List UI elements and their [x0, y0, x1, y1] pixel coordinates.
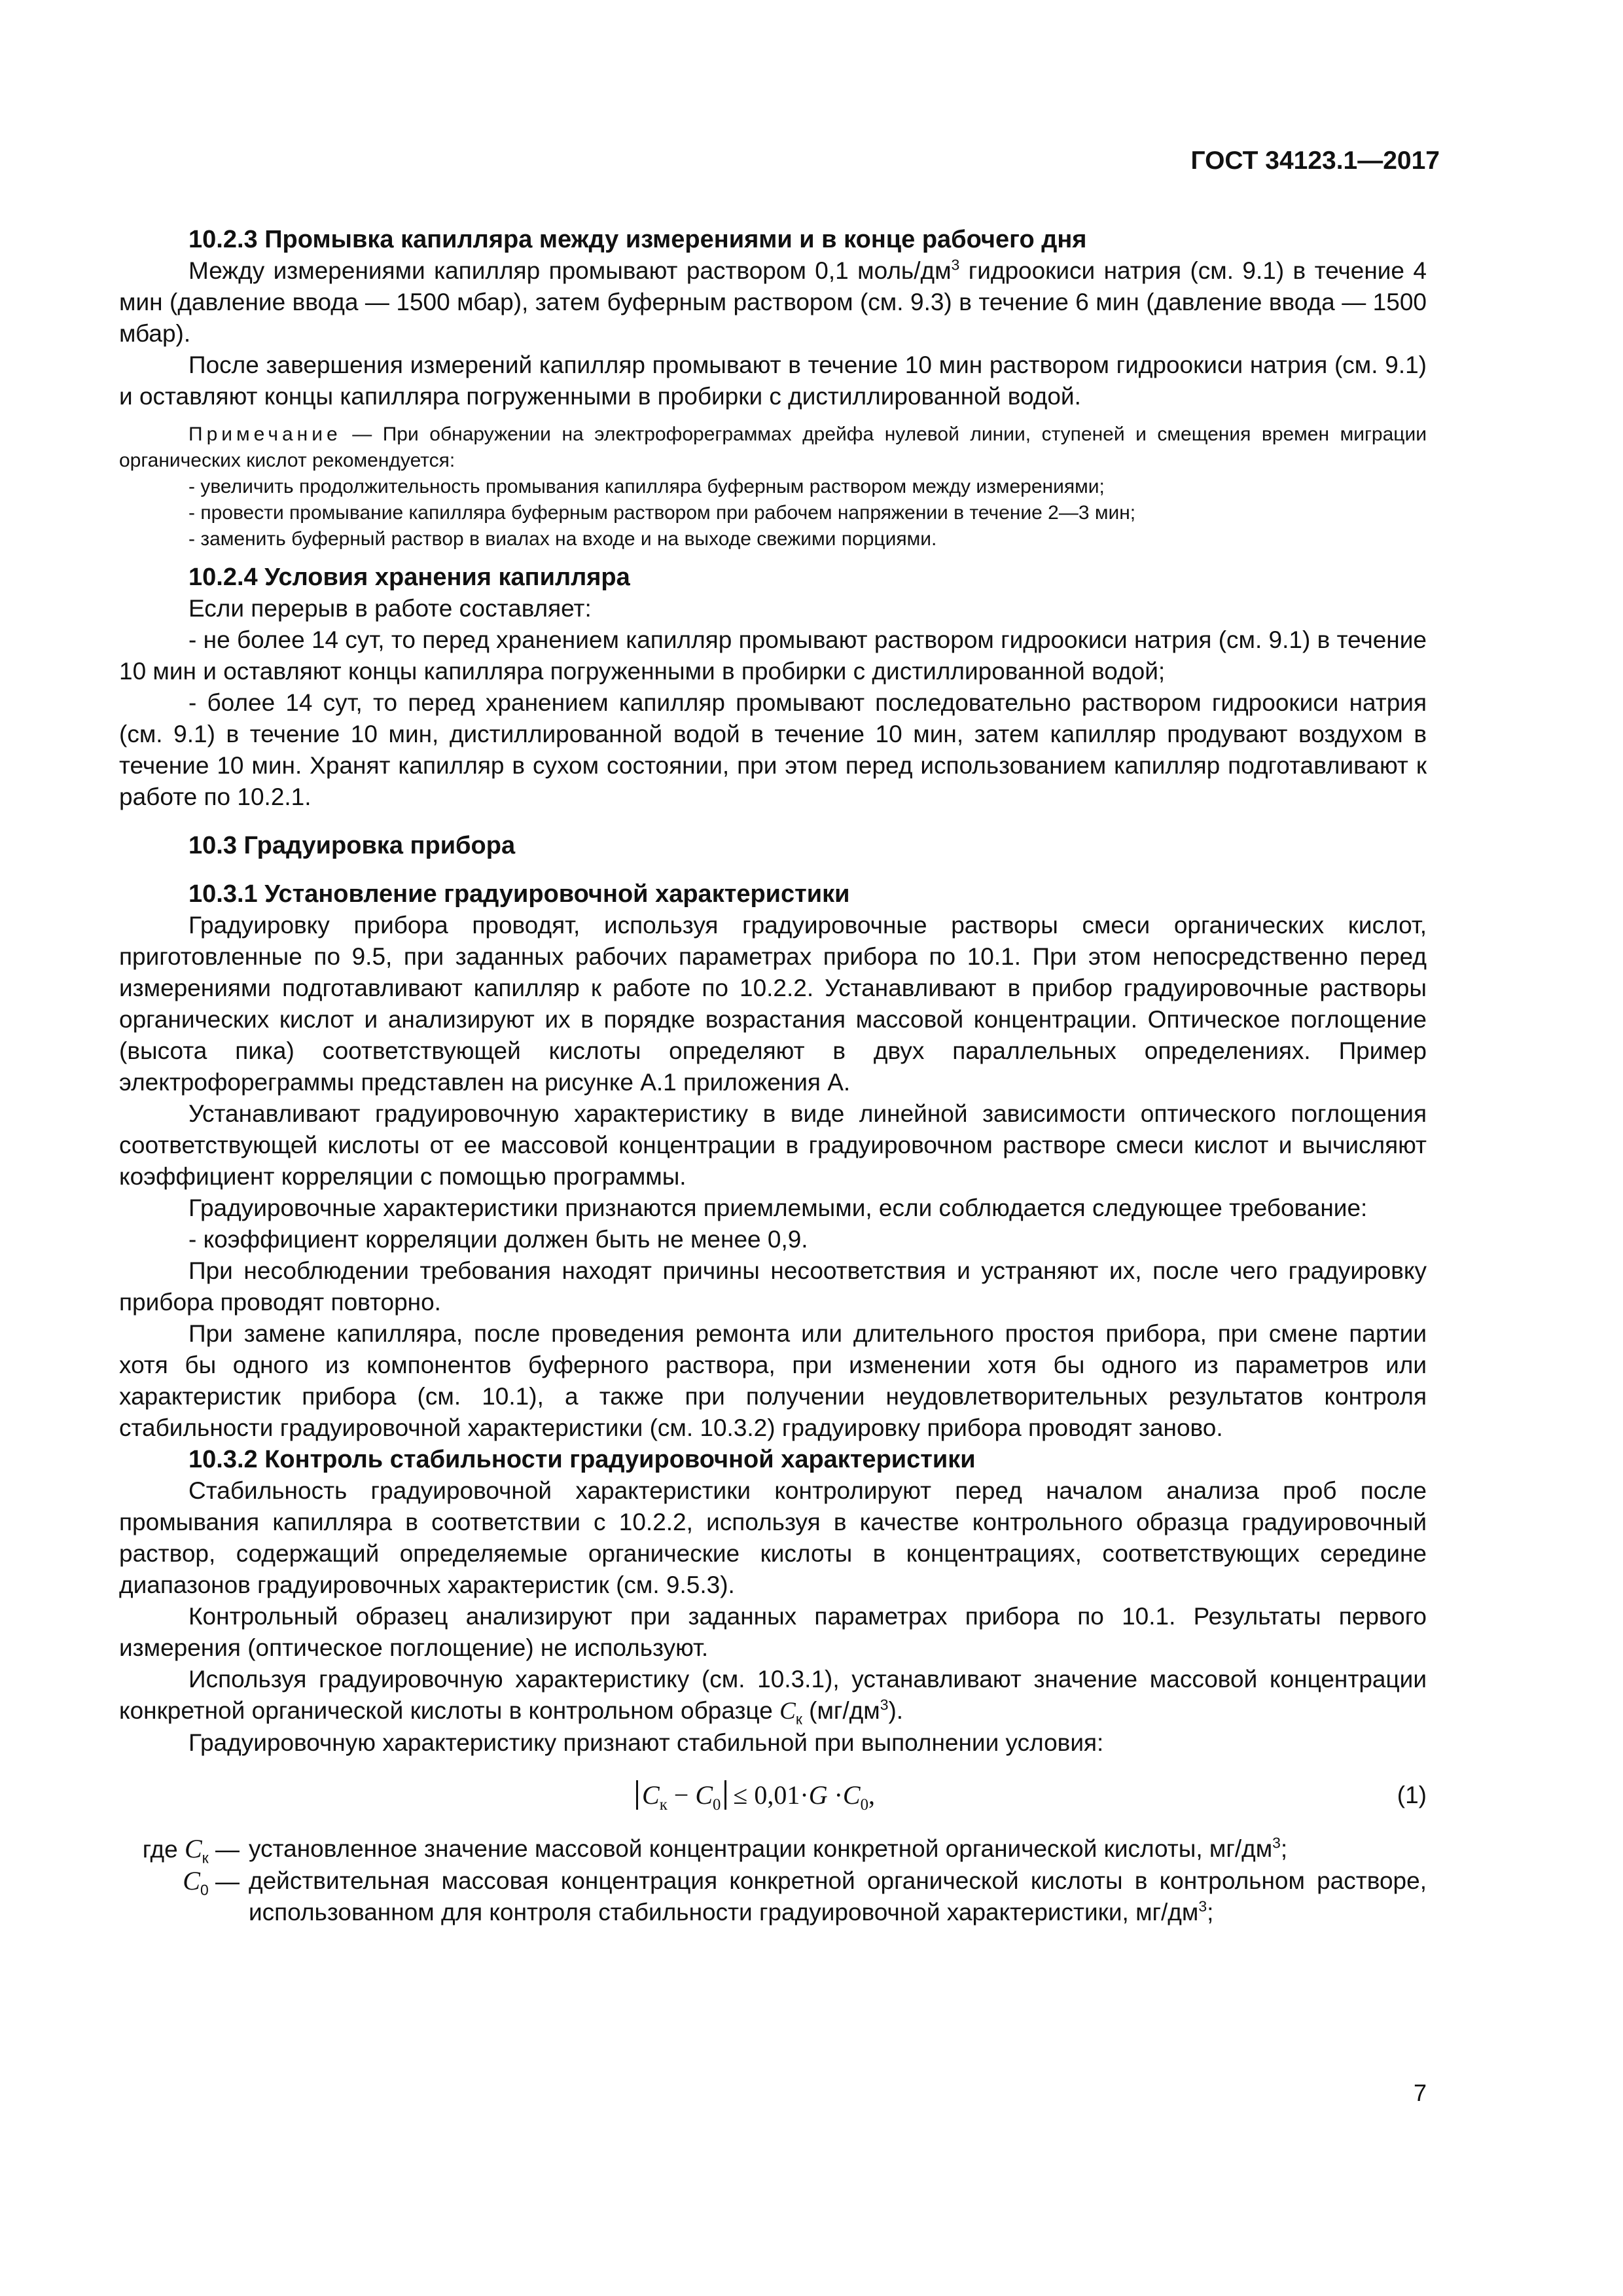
text-run: Между измерениями капилляр промывают раствором 0,1 моль/дм	[188, 257, 952, 284]
text-run: действительная массовая концентрация конкретной органической кислоты в контрольном растворе, использованном для контроля стабильности градуировочной характеристики, мг/дм	[249, 1867, 1427, 1926]
text-run: установленное значение массовой концентрации конкретной органической кислоты, мг/дм	[249, 1835, 1273, 1862]
operator: ≤ 0,01·	[726, 1780, 809, 1810]
paragraph: Если перерыв в работе составляет:	[188, 595, 592, 622]
subscript: 0	[860, 1796, 868, 1814]
punctuation: ;	[1207, 1899, 1214, 1926]
formula	[636, 1780, 875, 1814]
text-run: где	[142, 1836, 185, 1863]
section-heading-10-3-1: 10.3.1 Установление градуировочной характеристики	[188, 880, 850, 908]
note-list-item: - провести промывание капилляра буферным раствором при рабочем напряжении в течение 2—3 мин;	[188, 502, 1136, 524]
paragraph	[119, 1664, 1427, 1727]
paragraph: После завершения измерений капилляр промывают в течение 10 мин раствором гидроокиси натрия (см. 9.1) и оставляют концы капилляра погруженными в пробирки с дистиллированной водой.	[119, 351, 1427, 410]
document-code: ГОСТ 34123.1—2017	[1190, 147, 1440, 175]
paragraph: Контрольный образец анализируют при заданных параметрах прибора по 10.1. Результаты первого измерения (оптическое поглощение) не используют.	[119, 1603, 1427, 1661]
note-paragraph	[119, 422, 1427, 474]
document-body	[119, 224, 1427, 1928]
subscript: к	[659, 1796, 668, 1814]
definition-term	[119, 1865, 249, 1928]
subscript: к	[795, 1710, 802, 1728]
punctuation: ,	[868, 1780, 875, 1810]
paragraph	[119, 255, 1427, 350]
variable: C	[695, 1780, 713, 1810]
paragraph: - коэффициент корреляции должен быть не менее 0,9.	[188, 1226, 808, 1253]
subscript: 0	[713, 1796, 721, 1814]
section-heading-10-3-2: 10.3.2 Контроль стабильности градуировочной характеристики	[188, 1446, 976, 1473]
text-run: ).	[888, 1697, 904, 1724]
paragraph: Устанавливают градуировочную характеристику в виде линейной зависимости оптического поглощения соответствующей кислоты от ее массовой концентрации в градуировочном растворе смеси кислот и вычисляют коэффициент корреляции с помощью программы.	[119, 1100, 1427, 1190]
formula-row	[119, 1772, 1427, 1824]
text-run: Используя градуировочную характеристику (см. 10.3.1), устанавливают значение массовой концентрации конкретной органической кислоты в контрольном образце	[119, 1666, 1427, 1724]
paragraph: - не более 14 сут, то перед хранением капилляр промывают раствором гидроокиси натрия (см. 9.1) в течение 10 мин и оставляют концы капилляра погруженными в пробирки с дистиллированной водой;	[119, 626, 1427, 685]
variable: C	[842, 1780, 861, 1810]
definition-row	[119, 1865, 1427, 1928]
dash: —	[208, 1868, 240, 1895]
paragraph: При несоблюдении требования находят причины несоответствия и устраняют их, после чего градуировку прибора проводят повторно.	[119, 1257, 1427, 1316]
formula-number: (1)	[1397, 1782, 1427, 1808]
note-text: — При обнаружении на электрофореграммах дрейфа нулевой линии, ступеней и смещения времен миграции органических кислот рекомендуется:	[119, 423, 1427, 471]
superscript: 3	[951, 256, 960, 274]
superscript: 3	[1272, 1834, 1281, 1852]
superscript: 3	[880, 1696, 889, 1713]
definition-term	[119, 1833, 249, 1865]
variable: G	[808, 1780, 828, 1810]
paragraph: Стабильность градуировочной характеристики контролируют перед началом анализа проб после промывания капилляра в соответствии с 10.2.2, используя в качестве контрольного образца градуировочный раствор, содержащий определяемые органические кислоты в концентрациях, соответствующих середине диапазонов градуировочных характеристик (см. 9.5.3).	[119, 1477, 1427, 1598]
section-heading-10-2-3: 10.2.3 Промывка капилляра между измерениями и в конце рабочего дня	[188, 226, 1087, 253]
subscript: к	[202, 1849, 209, 1867]
paragraph: При замене капилляра, после проведения ремонта или длительного простоя прибора, при смене партии хотя бы одного из компонентов буферного раствора, при изменении хотя бы одного из параметров или характеристик прибора (см. 10.1), а также при получении неудовлетворительных результатов контроля стабильности градуировочной характеристики (см. 10.3.2) градуировку прибора проводят заново.	[119, 1320, 1427, 1441]
superscript: 3	[1198, 1897, 1207, 1915]
paragraph: Градуировку прибора проводят, используя градуировочные растворы смеси органических кислот, приготовленные по 9.5, при заданных рабочих параметрах прибора по 10.1. При этом непосредственно перед измерениями подготавливают капилляр к работе по 10.2.2. Устанавливают в прибор градуировочные растворы органических кислот и анализируют их в порядке возрастания массовой концентрации. Оптическое поглощение (высота пика) соответствующей кислоты определяют в двух параллельных определениях. Пример электрофореграммы представлен на рисунке А.1 приложения А.	[119, 912, 1427, 1096]
variable: C	[184, 1834, 202, 1863]
definitions-list	[119, 1833, 1427, 1928]
definition-text	[249, 1865, 1427, 1928]
section-heading-10-2-4: 10.2.4 Условия хранения капилляра	[188, 564, 630, 591]
punctuation: ;	[1280, 1835, 1288, 1862]
note-label: Примечание	[188, 423, 342, 445]
absolute-value	[636, 1780, 726, 1814]
definition-text	[249, 1833, 1427, 1865]
text-run: гидроокиси натрия (см. 9.1) в течение 4 мин (давление ввода — 1500 мбар), затем буферным раствором (см. 9.3) в течение 6 мин (давление ввода — 1500 мбар).	[119, 257, 1427, 347]
paragraph: Градуировочные характеристики признаются приемлемыми, если соблюдается следующее требование:	[188, 1194, 1368, 1221]
note-list-item: - увеличить продолжительность промывания капилляра буферным раствором между измерениями;	[188, 476, 1105, 497]
dash: —	[208, 1836, 240, 1863]
subscript: 0	[200, 1881, 209, 1899]
variable: C	[642, 1780, 660, 1810]
note-list-item: - заменить буферный раствор в виалах на входе и на выходе свежими порциями.	[188, 528, 937, 550]
page-number: 7	[1413, 2079, 1427, 2106]
operator: ·	[827, 1780, 843, 1810]
paragraph: Градуировочную характеристику признают стабильной при выполнении условия:	[188, 1729, 1104, 1756]
variable: C	[779, 1698, 796, 1725]
paragraph: - более 14 сут, то перед хранением капилляр промывают последовательно раствором гидроокиси натрия (см. 9.1) в течение 10 мин, дистиллированной водой в течение 10 мин, затем капилляр продувают воздухом в течение 10 мин. Хранят капилляр в сухом состоянии, при этом перед использованием капилляр подготавливают к работе по 10.2.1.	[119, 689, 1427, 810]
operator: −	[667, 1780, 696, 1810]
text-run: (мг/дм	[802, 1697, 880, 1724]
variable: C	[183, 1866, 200, 1895]
definition-row	[119, 1833, 1427, 1865]
section-heading-10-3: 10.3 Градуировка прибора	[188, 832, 516, 859]
